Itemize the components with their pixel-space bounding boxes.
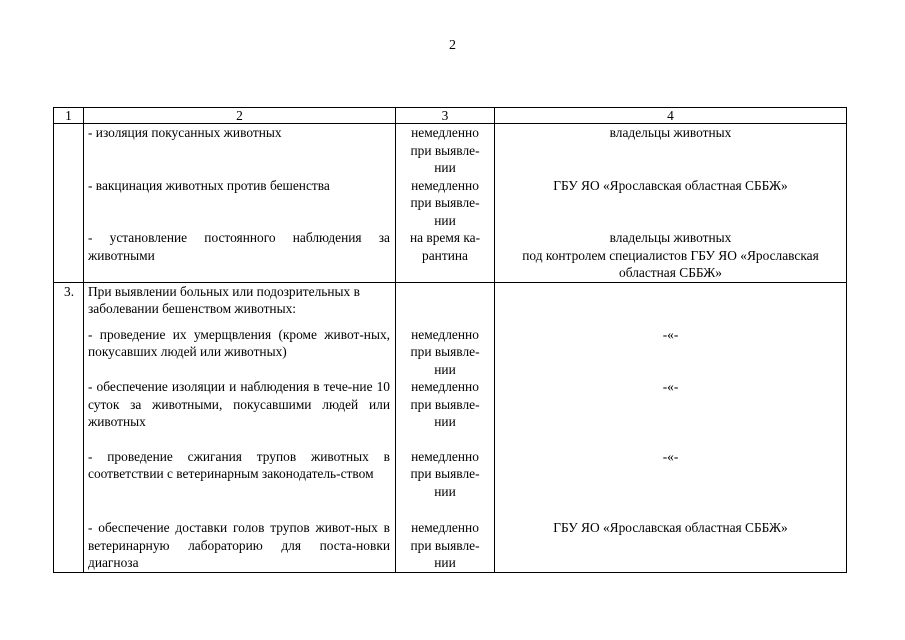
table-row bbox=[54, 378, 847, 431]
responsible-text: -«- bbox=[495, 448, 847, 501]
measure-text: - обеспечение изоляции и наблюдения в тече-ние 10 суток за животными, покусавшими людей или животных bbox=[84, 378, 396, 431]
deadline-text: немедленно при выявле- нии bbox=[396, 519, 495, 572]
responsible-text: ГБУ ЯО «Ярославская областная СББЖ» bbox=[495, 177, 847, 230]
table-header-row bbox=[54, 108, 847, 124]
responsible-text: ГБУ ЯО «Ярославская областная СББЖ» bbox=[495, 519, 847, 572]
measure-text: - проведение сжигания трупов животных в соответствии с ветеринарным законодатель-ством bbox=[84, 448, 396, 501]
measure-text: - вакцинация животных против бешенства bbox=[84, 177, 396, 230]
deadline-text: на время ка- рантина bbox=[396, 229, 495, 282]
measure-text: - проведение их умерщвления (кроме живот-ных, покусавших людей или животных) bbox=[84, 326, 396, 379]
responsible-text: -«- bbox=[495, 378, 847, 431]
table-row bbox=[54, 229, 847, 282]
responsible-text: владельцы животных bbox=[495, 124, 847, 177]
measure-text: - обеспечение доставки голов трупов живот-ных в ветеринарную лабораторию для поста-новки диагноза bbox=[84, 519, 396, 572]
measure-text: При выявлении больных или подозрительных в заболевании бешенством животных: bbox=[84, 282, 396, 318]
table-row bbox=[54, 448, 847, 501]
measures-table bbox=[53, 107, 847, 573]
page-number: 2 bbox=[449, 38, 456, 53]
deadline-text: немедленно при выявле- нии bbox=[396, 448, 495, 501]
row-number bbox=[54, 124, 84, 177]
row-number: 3. bbox=[54, 282, 84, 318]
responsible-text: -«- bbox=[495, 326, 847, 379]
table-row bbox=[54, 326, 847, 379]
measure-text: - изоляция покусанных животных bbox=[84, 124, 396, 177]
table-row bbox=[54, 519, 847, 572]
responsible-text: владельцы животных под контролем специалистов ГБУ ЯО «Ярославская областная СББЖ» bbox=[495, 229, 847, 282]
column-number-2: 2 bbox=[84, 108, 396, 124]
table-row bbox=[54, 177, 847, 230]
deadline-text: немедленно при выявле- нии bbox=[396, 124, 495, 177]
measure-text: - установление постоянного наблюдения за животными bbox=[84, 229, 396, 282]
deadline-text: немедленно при выявле- нии bbox=[396, 326, 495, 379]
table-row bbox=[54, 124, 847, 177]
deadline-text: немедленно при выявле- нии bbox=[396, 177, 495, 230]
deadline-text: немедленно при выявле- нии bbox=[396, 378, 495, 431]
column-number-1: 1 bbox=[54, 108, 84, 124]
table-row bbox=[54, 282, 847, 318]
column-number-3: 3 bbox=[396, 108, 495, 124]
column-number-4: 4 bbox=[495, 108, 847, 124]
